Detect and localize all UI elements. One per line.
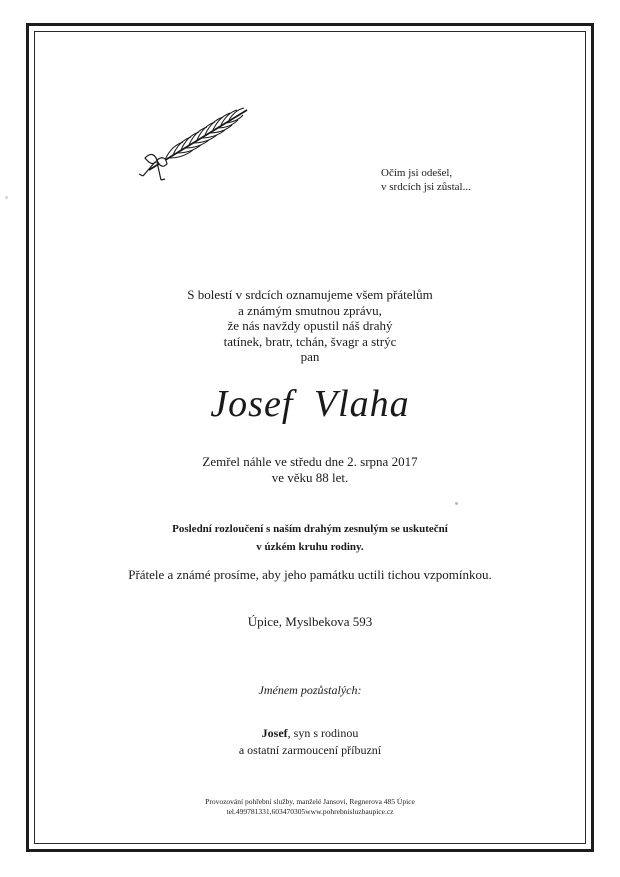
remembrance-request: Přátele a známé prosíme, aby jeho památku uctili tichou vzpomínkou.: [128, 567, 492, 582]
announcement-line: a známým smutnou zprávu,: [238, 302, 382, 318]
motto-line-2: v srdcích jsi zůstal...: [381, 181, 471, 193]
palm-branch-icon: [135, 100, 255, 185]
funeral-service-footer: [0, 797, 620, 817]
announcement: [0, 287, 620, 365]
death-info: [0, 454, 620, 486]
address: Úpice, Myslbekova 593: [247, 614, 373, 629]
signer-line-2: a ostatní zarmoucení příbuzní: [238, 743, 382, 757]
announcement-line: S bolestí v srdcích oznamujeme všem přátelům: [187, 287, 433, 302]
on-behalf-heading: Jménem pozůstalých:: [258, 683, 362, 697]
footer-line-2: tel.499781331,603470305www.pohrebnisluzbaupice.cz: [226, 807, 394, 816]
signer-name: Josef: [261, 726, 288, 740]
signer-line-1: [0, 725, 620, 742]
farewell-notice: [0, 520, 620, 556]
signers: [0, 725, 620, 759]
signer-relation: , syn s rodinou: [287, 726, 359, 740]
paper-speck: [5, 196, 8, 199]
death-age: ve věku 88 let.: [271, 470, 349, 485]
farewell-line-1: Poslední rozloučení s naším drahým zesnulým se uskuteční: [172, 523, 448, 535]
deceased-name: Josef Vlaha: [210, 383, 410, 425]
paper-speck: [455, 502, 458, 505]
death-date: Zemřel náhle ve středu dne 2. srpna 2017: [202, 454, 418, 469]
announcement-line: pan: [300, 349, 320, 364]
motto: [381, 166, 471, 194]
inner-border: [34, 31, 586, 844]
announcement-line: že nás navždy opustil náš drahý: [227, 318, 393, 333]
announcement-line: tatínek, bratr, tchán, švagr a strýc: [223, 333, 397, 349]
motto-line-1: Očím jsi odešel,: [381, 167, 453, 179]
farewell-line-2: v úzkém kruhu rodiny.: [256, 541, 364, 553]
footer-line-1: Provozování pohřební služby, manželé Jansovi, Regnerova 485 Úpice: [205, 797, 415, 806]
